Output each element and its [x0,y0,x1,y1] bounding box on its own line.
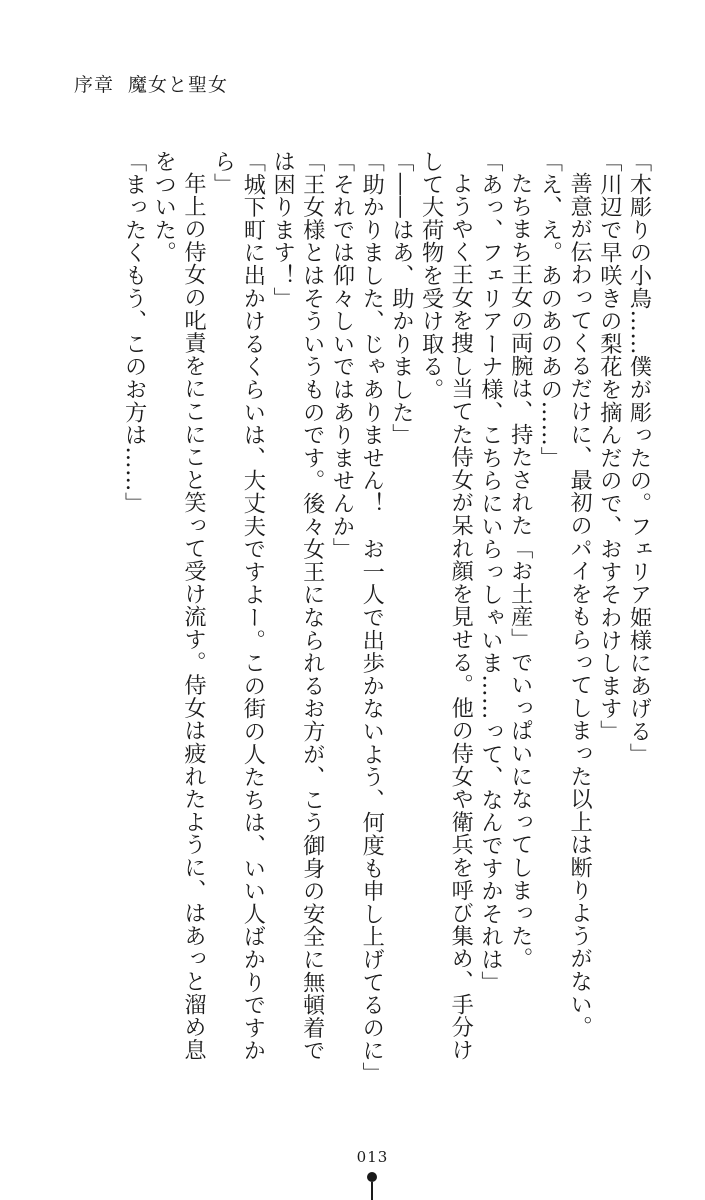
paragraph-5: たちまち王女の両腕は、持たされた「お土産」でいっぱいになってしまった。 [507,172,534,971]
paragraph-14: 「まったくもう、このお方は……」 [121,150,148,515]
paragraph-12: 「城下町に出かけるくらいは、大丈夫ですよー。この街の人たちは、いい人ばかりですか ら」 [210,150,266,1062]
paragraph-9: 「助かりました、じゃありません！ お一人で出歩かないよう、何度も申し上げてるのに」 [358,150,385,1085]
paragraph-13: 年上の侍女の叱責をにこにこと笑って受け流す。侍女は疲れたように、はあっと溜め息 をついた。 [150,150,207,1062]
paragraph-4: 「え、え。あのあのあの……」 [536,150,563,470]
chapter-title: 魔女と聖女 [128,74,229,96]
paragraph-7: ようやく王女を捜し当てた侍女が呆れ顔を見せる。他の侍女や衛兵を呼び集め、手分け して大荷物を受け取る。 [418,150,474,1062]
paragraph-8: 「――はあ、助かりました」 [388,150,415,447]
paragraph-11: 「王女様とはそういうものです。後々女王になられるお方が、こう御身の安全に無頓着で は困ります！」 [269,150,326,1062]
page-number: 013 [356,1148,389,1166]
paragraph-2: 「川辺で早咲きの梨花を摘んだので、おすそわけします」 [596,150,623,743]
running-head [74,70,228,97]
paragraph-1: 「木彫りの小鳥……僕が彫ったの。フェリア姫様にあげる」 [626,150,652,766]
folio-dot-ornament [367,1172,377,1182]
chapter-label: 序章 [74,74,115,96]
paragraph-6: 「あっ、フェリアーナ様、こちらにいらっしゃいま……って、なんですかそれは」 [477,150,504,994]
vertical-text-body [33,150,653,1160]
folio-line-ornament [371,1182,373,1200]
paragraph-10: 「それでは仰々しいではありませんか」 [328,150,355,561]
paragraph-3: 善意が伝わってくるだけに、最初のパイをもらってしまった以上は断りようがない。 [566,172,593,1039]
